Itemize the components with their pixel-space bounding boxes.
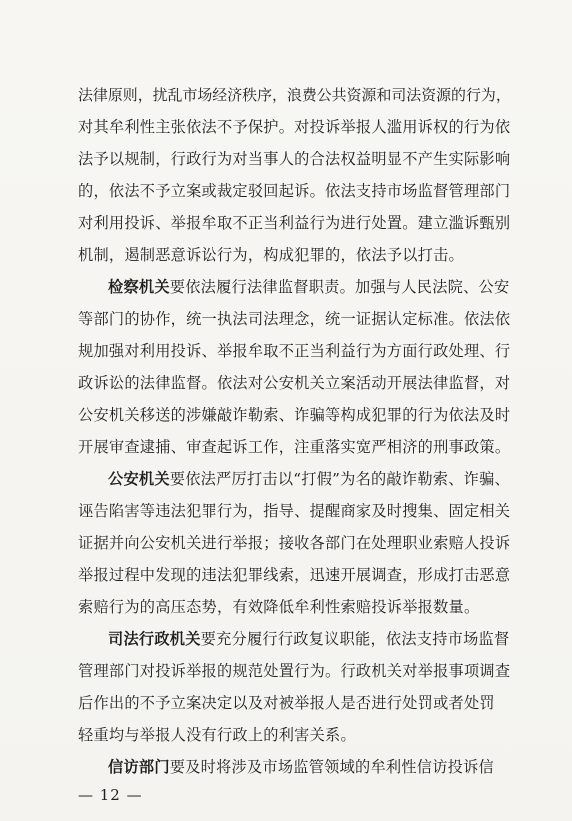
text-line: 举报过程中发现的违法犯罪线索，迅速开展调查，形成打击恶意 — [78, 566, 511, 584]
text-line: 等部门的协作，统一执法司法理念，统一证据认定标准。依法依 — [78, 310, 511, 328]
text-line: 的，依法不予立案或裁定驳回起诉。依法支持市场监督管理部门 — [78, 182, 511, 200]
text-line: 规加强对利用投诉、举报牟取不正当利益行为方面行政处理、行 — [78, 342, 511, 360]
text-line: 法律原则，扰乱市场经济秩序，浪费公共资源和司法资源的行为， — [78, 86, 511, 104]
text-line: 轻重均与举报人没有行政上的利害关系。 — [78, 726, 356, 744]
paragraph-lead-rest: 要依法严厉打击以“打假”为名的敲诈勒索、诈骗、 — [169, 470, 510, 488]
text-line: 法予以规制，行政行为对当事人的合法权益明显不产生实际影响 — [78, 150, 511, 168]
paragraph-lead-judicial-admin: 司法行政机关 — [108, 630, 201, 648]
text-line: 公安机关移送的涉嫌敲诈勒索、诈骗等构成犯罪的行为依法及时 — [78, 406, 511, 424]
paragraph-lead-rest: 要依法履行法律监督职责。加强与人民法院、公安 — [169, 278, 510, 296]
paragraph-first-line — [108, 469, 510, 489]
text-line: 对利用投诉、举报牟取不正当利益行为进行处置。建立滥诉甄别 — [78, 214, 511, 232]
paragraph-lead-rest: 要充分履行行政复议职能，依法支持市场监督 — [200, 630, 510, 648]
text-line: 后作出的不予立案决定以及对被举报人是否进行处罚或者处罚 — [78, 694, 495, 712]
text-line: 索赔行为的高压态势，有效降低牟利性索赔投诉举报数量。 — [78, 598, 480, 616]
text-line: 诬告陷害等违法犯罪行为，指导、提醒商家及时搜集、固定相关 — [78, 502, 511, 520]
paragraph-lead-rest: 要及时将涉及市场监管领域的牟利性信访投诉信 — [169, 758, 494, 776]
text-line: 机制，遏制恶意诉讼行为，构成犯罪的，依法予以打击。 — [78, 246, 464, 264]
paragraph-first-line — [108, 277, 509, 297]
paragraph-lead-public-security: 公安机关 — [108, 470, 170, 488]
text-line: 对其牟利性主张依法不予保护。对投诉举报人滥用诉权的行为依 — [78, 118, 511, 136]
paragraph-lead-petition-dept: 信访部门 — [108, 758, 170, 776]
text-line: 开展审查逮捕、审查起诉工作，注重落实宽严相济的刑事政策。 — [78, 438, 511, 456]
page-number: — 12 — — [78, 786, 143, 804]
paragraph-first-line — [108, 757, 494, 777]
text-line: 证据并向公安机关进行举报；接收各部门在处理职业索赔人投诉 — [78, 534, 511, 552]
text-line: 管理部门对投诉举报的规范处置行为。行政机关对举报事项调查 — [78, 662, 511, 680]
paragraph-first-line — [108, 629, 509, 649]
text-line: 政诉讼的法律监督。依法对公安机关立案活动开展法律监督，对 — [78, 374, 511, 392]
paragraph-lead-procuratorate: 检察机关 — [108, 278, 170, 296]
